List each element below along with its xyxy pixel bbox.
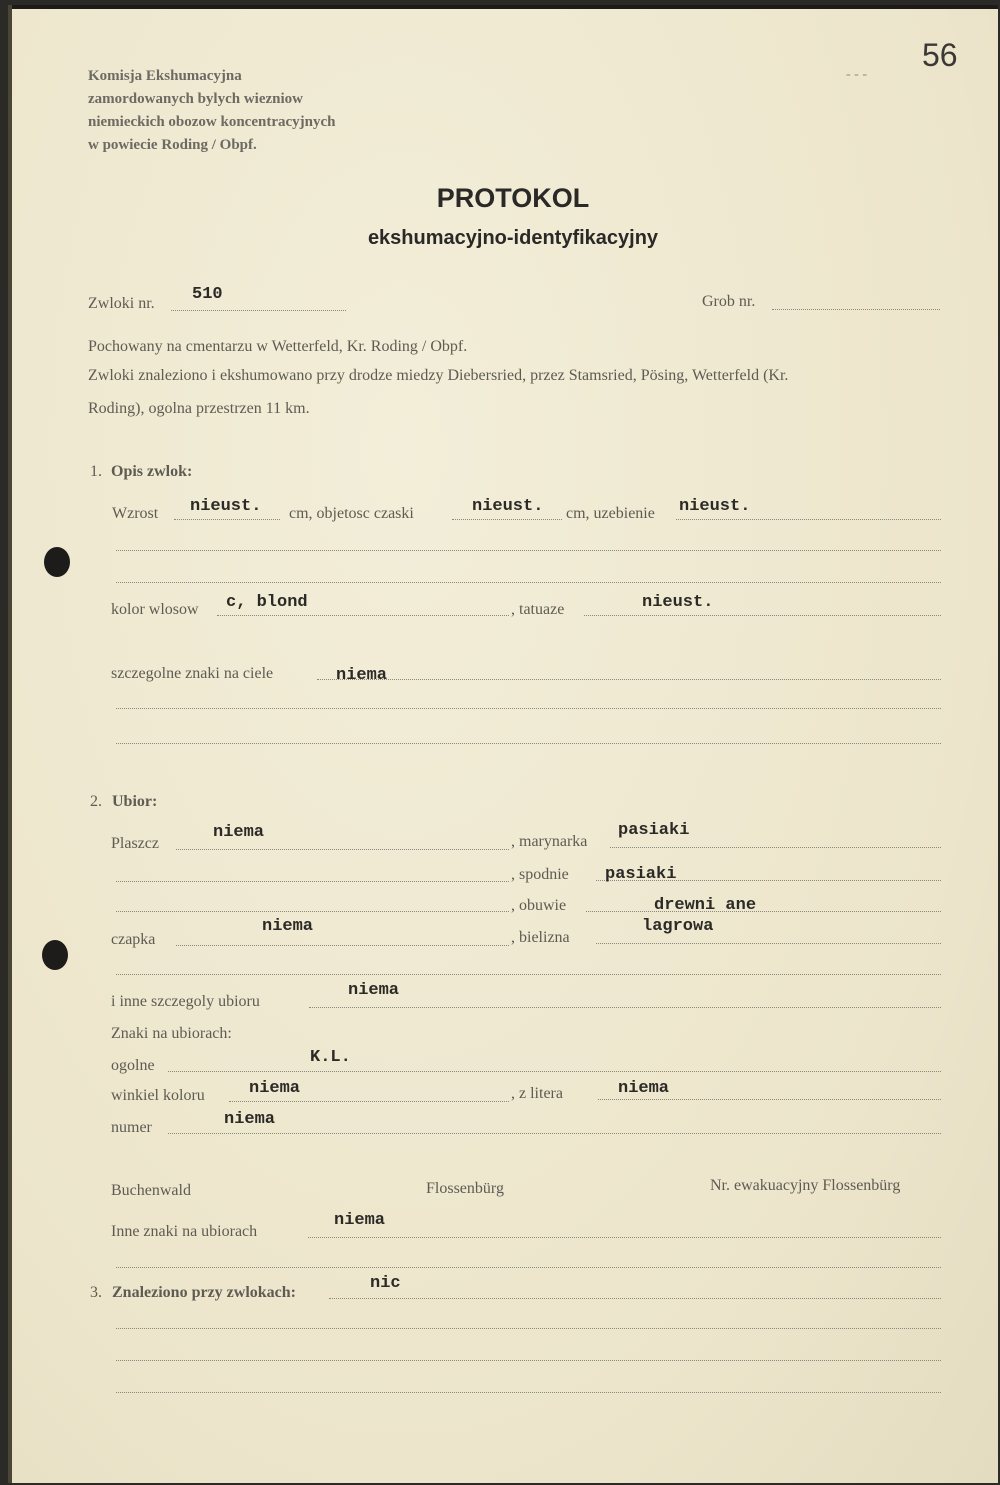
- grob-dotted-line: [772, 309, 940, 310]
- inne-znaki-dotted-line: [308, 1237, 941, 1238]
- czapka-value: niema: [262, 917, 314, 936]
- zwloki-dotted-line: [171, 310, 346, 311]
- wzrost-dotted-line: [174, 519, 280, 520]
- znaleziono-text-line-1: Zwloki znaleziono i ekshumowano przy drodze miedzy Diebersried, przez Stamsried, Pösing, Wetterfeld (Kr.: [88, 367, 789, 384]
- zwloki-value: 510: [192, 285, 223, 304]
- litera-dotted-line: [598, 1099, 941, 1100]
- blank-line-7: [116, 974, 941, 975]
- wzrost-label: Wzrost: [112, 505, 159, 522]
- winkiel-value: niema: [249, 1079, 301, 1098]
- blank-line-2: [116, 582, 941, 583]
- section-2-number: 2.: [90, 793, 102, 810]
- flossenburg-label: Flossenbürg: [426, 1180, 504, 1197]
- znaleziono-dotted-line: [329, 1298, 941, 1299]
- winkiel-label: winkiel koloru: [111, 1087, 205, 1104]
- document-subtitle: ekshumacyjno-identyfikacyjny: [367, 227, 659, 249]
- plaszcz-label: Plaszcz: [111, 835, 159, 852]
- inne-szczegoly-dotted-line: [309, 1007, 941, 1008]
- header-line-4: w powiecie Roding / Obpf.: [88, 137, 257, 153]
- blank-line-1: [116, 550, 941, 551]
- header-line-2: zamordowanych bylych wiezniow: [88, 91, 303, 107]
- blank-line-11: [116, 1392, 941, 1393]
- inne-znaki-label: Inne znaki na ubiorach: [111, 1223, 258, 1240]
- litera-value: niema: [618, 1079, 670, 1098]
- winkiel-dotted-line: [229, 1101, 509, 1102]
- blank-line-3: [116, 708, 941, 709]
- header-line-1: Komisja Ekshumacyjna: [88, 68, 242, 84]
- section-1-number: 1.: [90, 463, 102, 480]
- kolor-label: kolor wlosow: [111, 601, 199, 618]
- czapka-dotted-line: [176, 945, 509, 946]
- section-3-number: 3.: [90, 1284, 102, 1301]
- spodnie-value: pasiaki: [605, 865, 677, 884]
- blank-line-8: [116, 1267, 941, 1268]
- blank-line-6: [116, 911, 509, 912]
- czaszka-dotted-line: [452, 519, 562, 520]
- ogolne-label: ogolne: [111, 1057, 155, 1074]
- ewakuacyjny-label: Nr. ewakuacyjny Flossenbürg: [710, 1177, 901, 1194]
- uzebienie-label: cm, uzebienie: [566, 505, 655, 522]
- znaki-cialo-label: szczegolne znaki na ciele: [111, 665, 274, 682]
- blank-line-4: [116, 743, 941, 744]
- corner-marks: - - -: [846, 67, 867, 82]
- marynarka-dotted-line: [610, 847, 941, 848]
- numer-dotted-line: [168, 1133, 941, 1134]
- tatuaze-dotted-line: [584, 615, 941, 616]
- czapka-label: czapka: [111, 931, 156, 948]
- zwloki-label: Zwloki nr.: [88, 295, 155, 312]
- section-1-heading: Opis zwlok:: [111, 463, 193, 480]
- inne-szczegoly-label: i inne szczegoly ubioru: [111, 993, 260, 1010]
- bielizna-value: lagrowa: [642, 917, 714, 936]
- spodnie-label: , spodnie: [511, 866, 569, 883]
- bielizna-label: , bielizna: [511, 929, 570, 946]
- plaszcz-dotted-line: [176, 849, 509, 850]
- uzebienie-dotted-line: [676, 519, 941, 520]
- czaszka-label: cm, objetosc czaski: [289, 505, 414, 522]
- numer-value: niema: [224, 1110, 276, 1129]
- kolor-value: c, blond: [226, 593, 308, 612]
- znaki-cialo-dotted-line: [317, 679, 941, 680]
- tatuaze-value: nieust.: [642, 593, 714, 612]
- blank-line-5: [116, 881, 509, 882]
- obuwie-value: drewni ane: [654, 896, 757, 915]
- znaki-cialo-value: niema: [336, 666, 388, 685]
- grob-label: Grob nr.: [702, 293, 756, 310]
- marynarka-label: , marynarka: [511, 833, 588, 850]
- scan-top-edge: [8, 5, 998, 9]
- obuwie-label: , obuwie: [511, 897, 567, 914]
- header-line-3: niemieckich obozow koncentracyjnych: [88, 114, 336, 130]
- blank-line-9: [116, 1328, 941, 1329]
- bielizna-dotted-line: [596, 943, 941, 944]
- znaleziono-text-line-2: Roding), ogolna przestrzen 11 km.: [88, 400, 310, 417]
- znaki-ubiory-label: Znaki na ubiorach:: [111, 1025, 232, 1042]
- wzrost-value: nieust.: [190, 497, 262, 516]
- uzebienie-value: nieust.: [679, 497, 751, 516]
- document-page: [8, 5, 998, 1483]
- section-3-heading: Znaleziono przy zwlokach:: [112, 1284, 296, 1301]
- page-number: 56: [922, 37, 958, 73]
- plaszcz-value: niema: [213, 823, 265, 842]
- ogolne-value: K.L.: [310, 1048, 351, 1067]
- buchenwald-label: Buchenwald: [111, 1182, 191, 1199]
- numer-label: numer: [111, 1119, 152, 1136]
- punch-hole-bottom: [42, 940, 68, 970]
- obuwie-dotted-line: [586, 911, 941, 912]
- header-block: [88, 65, 335, 157]
- document-title: PROTOKOL: [436, 183, 590, 213]
- ogolne-dotted-line: [168, 1071, 941, 1072]
- inne-szczegoly-value: niema: [348, 981, 400, 1000]
- inne-znaki-value: niema: [334, 1211, 386, 1230]
- punch-hole-top: [44, 547, 70, 577]
- kolor-dotted-line: [217, 615, 509, 616]
- blank-line-10: [116, 1360, 941, 1361]
- tatuaze-label: , tatuaze: [511, 601, 565, 618]
- znaleziono-value: nic: [370, 1274, 401, 1293]
- litera-label: , z litera: [511, 1085, 563, 1102]
- pochowany-text: Pochowany na cmentarzu w Wetterfeld, Kr. Roding / Obpf.: [88, 338, 468, 355]
- section-2-heading: Ubior:: [112, 793, 158, 810]
- marynarka-value: pasiaki: [618, 821, 690, 840]
- czaszka-value: nieust.: [472, 497, 544, 516]
